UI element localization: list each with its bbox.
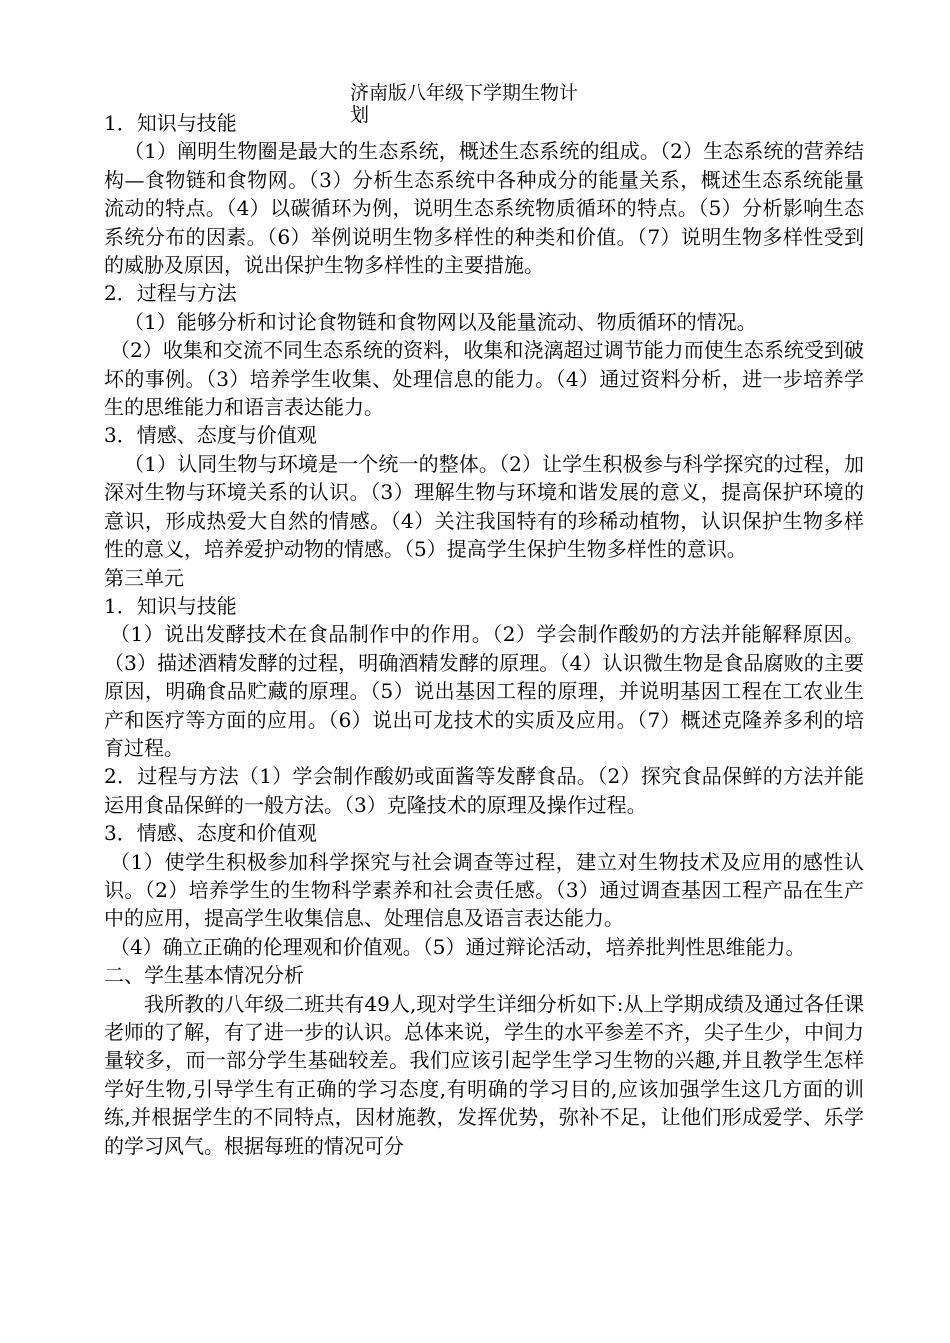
section-heading: 3．情感、态度和价值观 [104, 821, 317, 846]
body-paragraph: （1）认同生物与环境是一个统一的整体。（2）让学生积极参与科学探究的过程，加深对生物与环境关系的认识。（3）理解生物与环境和谐发展的意义，提高保护环境的意识，形成热爱大自然的情感。（4）关注我国特有的珍稀动植物，认识保护生物多样性的意义，培养爱护动物的情感。（5）提高学生保护生物多样性的意识。 [104, 451, 864, 562]
section-heading: 第三单元 [104, 565, 184, 590]
section-heading: 二、学生基本情况分析 [104, 963, 304, 988]
body-paragraph: （1）能够分析和讨论食物链和食物网以及能量流动、物质循环的情况。 [124, 309, 757, 334]
body-paragraph: （2）收集和交流不同生态系统的资料，收集和浇漓超过调节能力而使生态系统受到破坏的事例。（3）培养学生收集、处理信息的能力。（4）通过资料分析，进一步培养学生的思维能力和语言表达能力。 [104, 338, 864, 420]
section-heading: 1．知识与技能 [104, 111, 237, 135]
body-paragraph: （1）使学生积极参加科学探究与社会调查等过程，建立对生物技术及应用的感性认识。（2）培养学生的生物科学素养和社会责任感。（3）通过调查基因工程产品在生产中的应用，提高学生收集信息、处理信息及语言表达能力。 [104, 849, 864, 931]
body-paragraph: 我所教的八年级二班共有49人,现对学生详细分析如下:从上学期成绩及通过各任课老师的了解，有了进一步的认识。总体来说，学生的水平参差不齐，尖子生少，中间力量较多，而一部分学生基础较差。我们应该引起学生学习生物的兴趣,并且教学生怎样学好生物,引导学生有正确的学习态度,有明确的学习目的,应该加强学生这几方面的训练,并根据学生的不同特点，因材施教，发挥优势，弥补不足，让他们形成爱学、乐学的学习风气。根据每班的情况可分 [104, 991, 864, 1158]
section-heading: 2．过程与方法 [104, 281, 237, 306]
document-body [104, 109, 864, 1160]
body-paragraph: （4）确立正确的伦理观和价值观。（5）通过辩论活动，培养批判性思维能力。 [110, 934, 806, 959]
section-heading: 3．情感、态度与价值观 [104, 423, 317, 448]
body-paragraph: 2．过程与方法（1）学会制作酸奶或面酱等发酵食品。（2）探究食品保鲜的方法并能运用食品保鲜的一般方法。（3）克隆技术的原理及操作过程。 [104, 764, 864, 817]
document-title: 济南版八年级下学期生物计划 [350, 82, 579, 126]
body-paragraph: （1）说出发酵技术在食品制作中的作用。（2）学会制作酸奶的方法并能解释原因。（3）描述酒精发酵的过程，明确酒精发酵的原理。（4）认识微生物是食品腐败的主要原因，明确食品贮藏的原理。（5）说出基因工程的原理，并说明基因工程在工农业生产和医疗等方面的应用。（6）说出可龙技术的实质及应用。（7）概述克隆养多利的培育过程。 [104, 622, 864, 760]
section-heading: 1．知识与技能 [104, 593, 237, 618]
body-paragraph: （1）阐明生物圈是最大的生态系统，概述生态系统的组成。（2）生态系统的营养结构—食物链和食物网。（3）分析生态系统中各种成分的能量关系，概述生态系统能量流动的特点。（4）以碳循环为例，说明生态系统物质循环的特点。（5）分析影响生态系统分布的因素。（6）举例说明生物多样性的种类和价值。（7）说明生物多样性受到的威胁及原因，说出保护生物多样性的主要措施。 [104, 139, 864, 278]
